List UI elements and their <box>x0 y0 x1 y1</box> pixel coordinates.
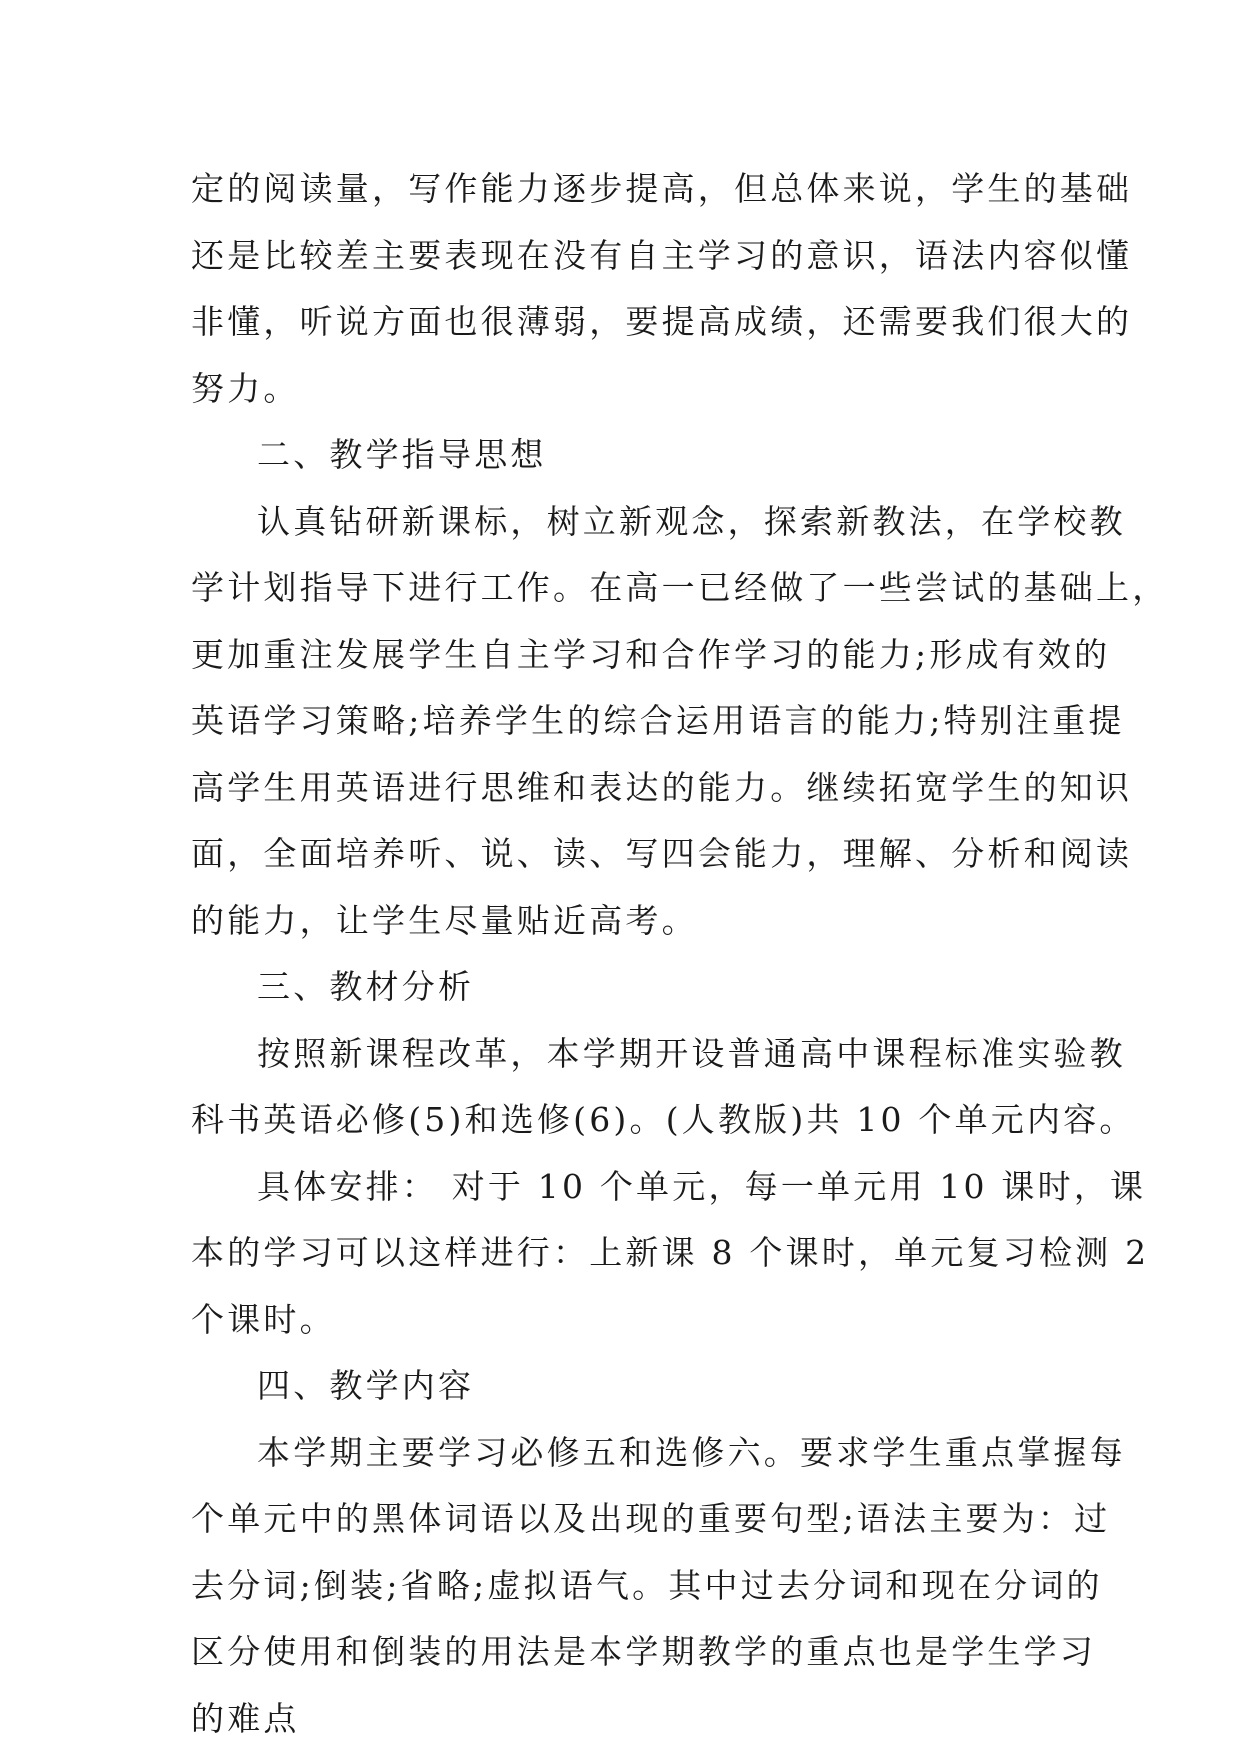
text-line: 的能力，让学生尽量贴近高考。 <box>191 900 698 940</box>
text-line: 还是比较差主要表现在没有自主学习的意识，语法内容似懂 <box>191 235 1133 275</box>
text-line: 更加重注发展学生自主学习和合作学习的能力;形成有效的 <box>191 634 1111 674</box>
text-line: 非懂，听说方面也很薄弱，要提高成绩，还需要我们很大的 <box>191 302 1133 341</box>
text-line: 定的阅读量，写作能力逐步提高，但总体来说，学生的基础 <box>191 169 1133 208</box>
section-heading: 三、教材分析 <box>257 967 475 1006</box>
text-line: 个单元中的黑体词语以及出现的重要句型;语法主要为：过 <box>191 1499 1111 1538</box>
text-line: 英语学习策略;培养学生的综合运用语言的能力;特别注重提 <box>191 701 1125 740</box>
text-line: 区分使用和倒装的用法是本学期教学的重点也是学生学习 <box>191 1632 1096 1671</box>
text-line: 的难点 <box>191 1698 300 1738</box>
text-line: 本的学习可以这样进行：上新课 8 个课时，单元复习检测 2 <box>191 1233 1150 1272</box>
section-heading: 二、教学指导思想 <box>257 435 547 474</box>
text-line: 学计划指导下进行工作。在高一已经做了一些尝试的基础上， <box>191 568 1169 607</box>
text-line: 具体安排： 对于 10 个单元，每一单元用 10 课时，课 <box>257 1166 1147 1206</box>
text-line: 科书英语必修(5)和选修(6)。(人教版)共 10 个单元内容。 <box>191 1100 1136 1139</box>
text-line: 努力。 <box>191 368 300 408</box>
text-line: 面，全面培养听、说、读、写四会能力，理解、分析和阅读 <box>191 834 1133 873</box>
text-line: 个课时。 <box>191 1299 336 1339</box>
text-line: 按照新课程改革，本学期开设普通高中课程标准实验教 <box>257 1033 1126 1073</box>
text-line: 高学生用英语进行思维和表达的能力。继续拓宽学生的知识 <box>191 767 1133 807</box>
section-heading: 四、教学内容 <box>257 1366 475 1405</box>
text-line: 认真钻研新课标，树立新观念，探索新教法，在学校教 <box>257 501 1126 541</box>
text-line: 本学期主要学习必修五和选修六。要求学生重点掌握每 <box>257 1432 1126 1472</box>
text-line: 去分词;倒装;省略;虚拟语气。其中过去分词和现在分词的 <box>191 1565 1103 1605</box>
body-text <box>191 156 1169 1752</box>
